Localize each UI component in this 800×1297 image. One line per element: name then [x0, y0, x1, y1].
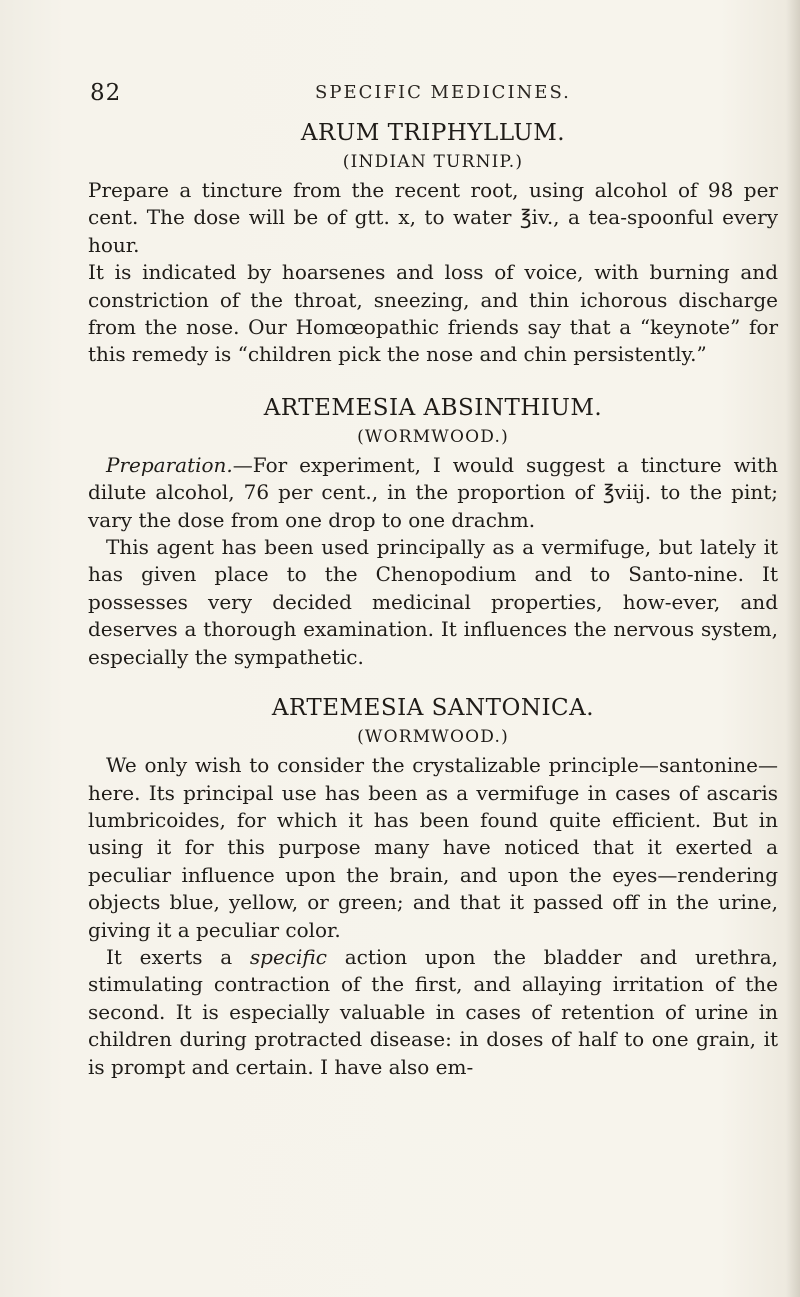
page-content [88, 118, 778, 1081]
paragraph: Prepare a tincture from the recent root, using alcohol of 98 per cent. The dose will be of gtt. x, to water ℥iv., a tea-spoonful every hour. [88, 178, 778, 257]
section-artemesia-santonica [88, 693, 778, 1081]
paragraph [88, 944, 778, 1081]
section-artemesia-absinthium [88, 393, 778, 671]
paragraph: This agent has been used principally as a vermifuge, but lately it has given place to the Chenopodium and to Santo-nine. It possesses very decided medicinal properties, how-ever, and deserves a thorough examination. It influences the nervous system, especially the sympathetic. [88, 535, 778, 669]
paragraph [88, 452, 778, 534]
preparation-text: —For experiment, I would suggest a tincture with dilute alcohol, 76 per cent., in the proportion of ℥viij. to the pint; vary the dose from one drop to one drachm. [88, 452, 778, 532]
preparation-label: Preparation. [106, 452, 233, 477]
section-arum-triphyllum [88, 118, 778, 369]
page-number: 82 [90, 80, 122, 106]
section-title: ARUM TRIPHYLLUM. [300, 120, 566, 146]
section-title: ARTEMESIA SANTONICA. [271, 695, 595, 722]
page-edge-shadow [786, 0, 800, 1297]
section-subtitle: (WORMWOOD.) [357, 426, 509, 447]
paragraph-text: It exerts a [106, 944, 250, 969]
running-head: SPECIFIC MEDICINES. [315, 82, 571, 103]
page-header [90, 80, 780, 110]
paragraph: We only wish to consider the crystalizable principle—santonine—here. Its principal use has been as a vermifuge in cases of ascaris lumbricoides, for which it has been found quite efficient. But in using it for this purpose many have noticed that it exerted a peculiar influence upon the brain, and upon the eyes—rendering objects blue, yellow, or green; and that it passed off in the urine, giving it a peculiar color. [88, 753, 778, 942]
emphasis: specific [249, 944, 327, 969]
paragraph: It is indicated by hoarsenes and loss of voice, with burning and constriction of the throat, sneezing, and thin ichorous discharge from the nose. Our Homœopathic friends say that a “keynote” for this remedy is “children pick the nose and chin persistently.” [88, 260, 778, 367]
section-subtitle: (WORMWOOD.) [357, 727, 509, 748]
section-gap [88, 671, 778, 693]
section-subtitle: (INDIAN TURNIP.) [342, 152, 524, 172]
section-title: ARTEMESIA ABSINTHIUM. [263, 394, 603, 421]
paragraph-text: action upon the bladder and urethra, stimulating contraction of the first, and allaying irritation of the second. It is especially valuable in cases of retention of urine in children during protracted disease: in doses of half to one grain, it is prompt and certain. I have also em- [88, 944, 778, 1079]
section-gap [88, 369, 778, 393]
